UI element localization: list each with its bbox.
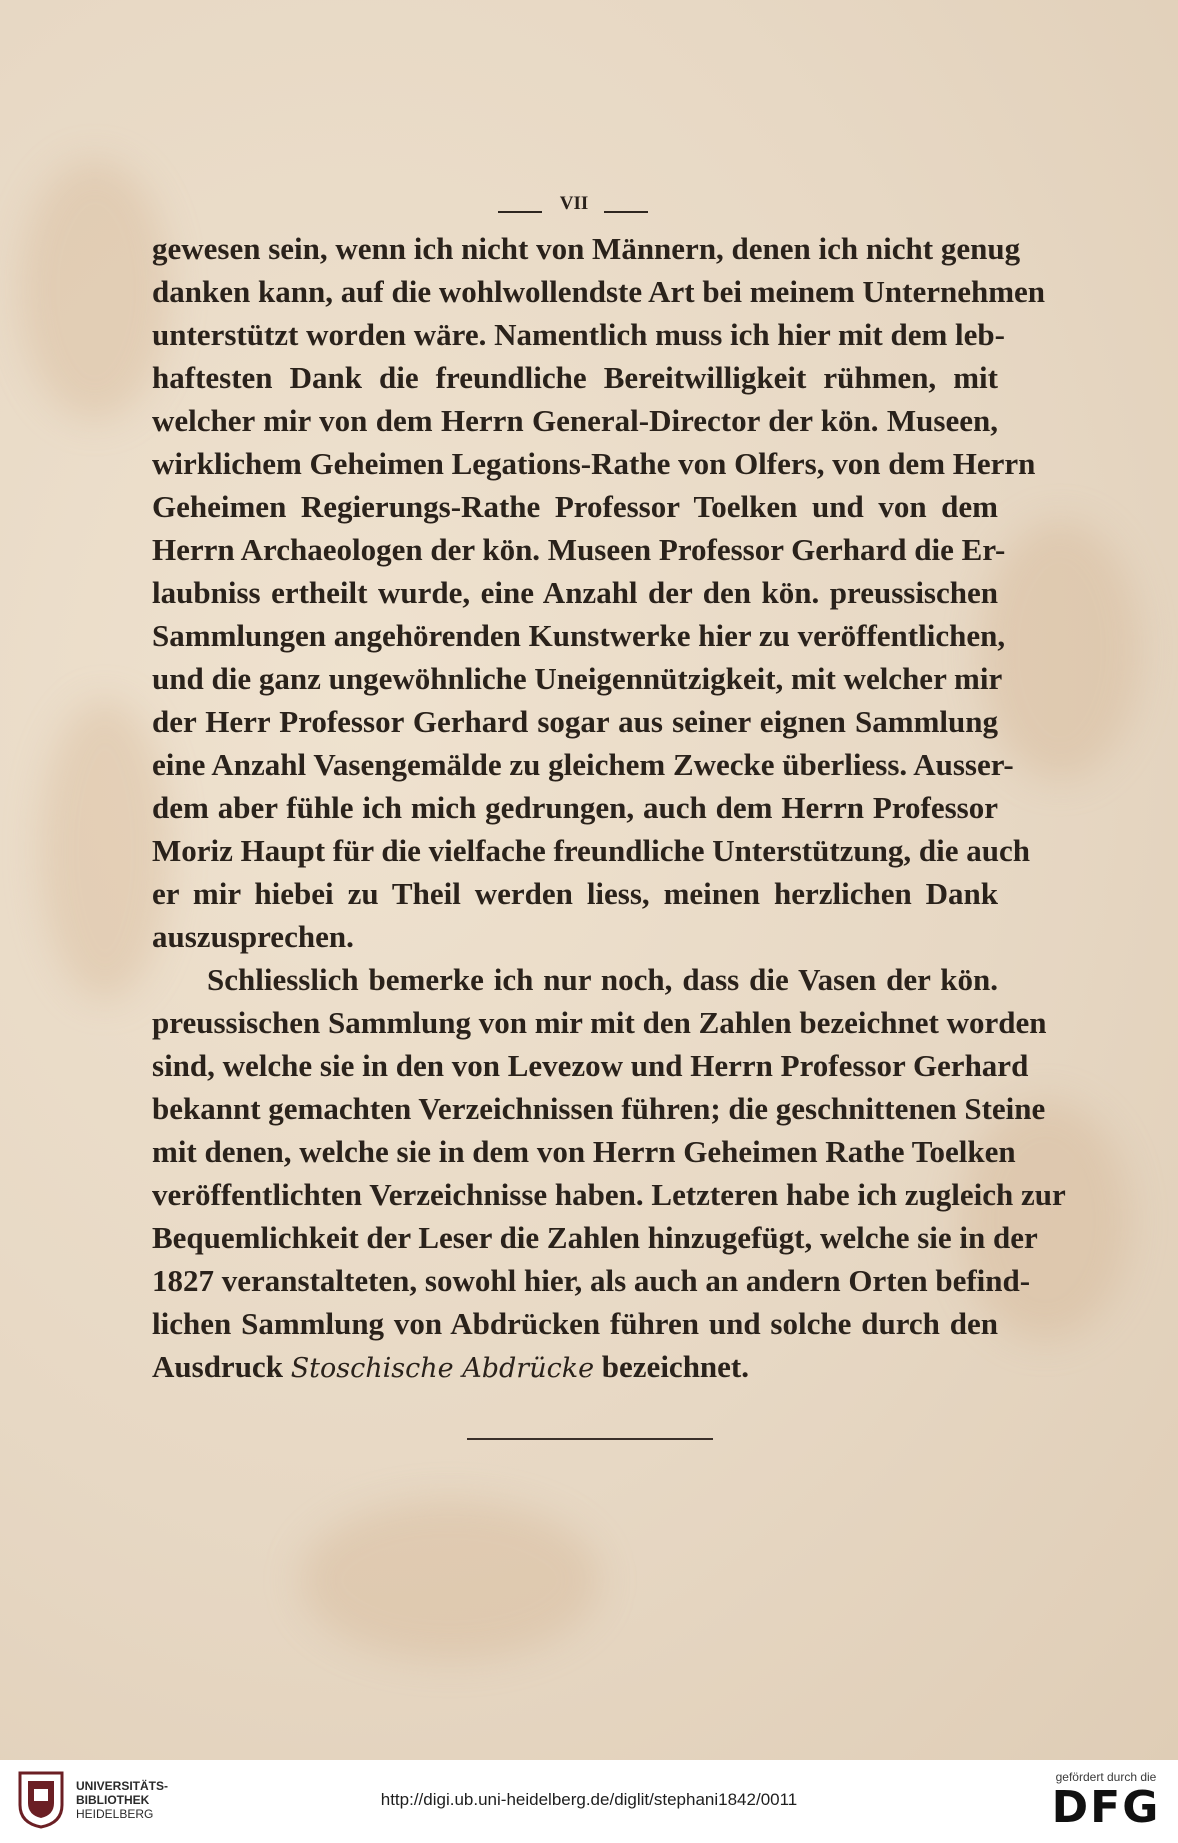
text-line: sind, welche sie in den von Levezow und Herrn Professor Gerhard (152, 1048, 1029, 1083)
text-line: eine Anzahl Vasengemälde zu gleichem Zwecke überliess. Ausser- (152, 747, 1014, 782)
text-line: danken kann, auf die wohlwollendste Art bei meinem Unternehmen (152, 274, 1046, 309)
text-line: Bequemlichkeit der Leser die Zahlen hinzugefügt, welche sie in der (152, 1220, 1038, 1255)
text-line: Schliesslich bemerke ich nur noch, dass die Vasen der kön. (207, 962, 998, 997)
header-rule-right (604, 211, 648, 213)
header-rule-left (498, 211, 542, 213)
library-name-line: HEIDELBERG (76, 1807, 154, 1821)
library-name-line: BIBLIOTHEK (76, 1793, 150, 1807)
paper-stain (20, 160, 170, 420)
library-name-line: UNIVERSITÄTS- (76, 1779, 169, 1793)
text-line: Moriz Haupt für die vielfache freundliche Unterstützung, die auch (152, 833, 1031, 868)
dfg-logo-text: DFG (1051, 1782, 1161, 1833)
body-text (152, 227, 1066, 1388)
text-line: auszusprechen. (152, 919, 354, 954)
text-line: Geheimen Regierungs-Rathe Professor Toelken und von dem (152, 489, 998, 524)
text-line: 1827 veranstalteten, sowohl hier, als auch an andern Orten befind- (152, 1263, 1031, 1298)
text-run: bezeichnet. (594, 1349, 750, 1384)
text-line: veröffentlichten Verzeichnisse haben. Letzteren habe ich zugleich zur (152, 1177, 1066, 1212)
page-number: VII (559, 193, 589, 214)
text-line: und die ganz ungewöhnliche Uneigennützigkeit, mit welcher mir (152, 661, 1003, 696)
text-line: Sammlungen angehörenden Kunstwerke hier zu veröffentlichen, (152, 618, 1006, 653)
text-line: er mir hiebei zu Theil werden liess, meinen herzlichen Dank (152, 876, 998, 911)
text-line: Herrn Archaeologen der kön. Museen Professor Gerhard die Er- (152, 532, 1006, 567)
end-rule (467, 1438, 713, 1440)
text-line: bekannt gemachten Verzeichnissen führen; die geschnittenen Steine (152, 1091, 1046, 1126)
text-line: mit denen, welche sie in dem von Herrn Geheimen Rathe Toelken (152, 1134, 1016, 1169)
text-line: der Herr Professor Gerhard sogar aus seiner eignen Sammlung (152, 704, 998, 739)
text-line: haftesten Dank die freundliche Bereitwilligkeit rühmen, mit (152, 360, 998, 395)
paper-stain (40, 700, 170, 1000)
permalink-url[interactable]: http://digi.ub.uni-heidelberg.de/diglit/stephani1842/0011 (380, 1790, 798, 1809)
text-line: dem aber fühle ich mich gedrungen, auch dem Herrn Professor (152, 790, 998, 825)
text-line-final (152, 1345, 998, 1388)
text-line: lichen Sammlung von Abdrücken führen und solche durch den (152, 1306, 998, 1341)
text-line: laubniss ertheilt wurde, eine Anzahl der den kön. preussischen (152, 575, 998, 610)
italic-term: Stoschische Abdrücke (290, 1353, 595, 1384)
text-line: wirklichem Geheimen Legations-Rathe von Olfers, von dem Herrn (152, 446, 1036, 481)
text-line: preussischen Sammlung von mir mit den Zahlen bezeichnet worden (152, 1005, 1047, 1040)
paper-stain (300, 1500, 600, 1660)
text-line: welcher mir von dem Herrn General-Director der kön. Museen, (152, 403, 998, 438)
text-line: gewesen sein, wenn ich nicht von Männern, denen ich nicht genug (152, 231, 1021, 266)
text-run: Ausdruck (152, 1349, 291, 1384)
funding-caption: gefördert durch die (1055, 1770, 1157, 1784)
dfg-logo (1046, 1770, 1166, 1832)
text-line: unterstützt worden wäre. Namentlich muss ich hier mit dem leb- (152, 317, 1005, 352)
footer-bar (0, 1760, 1178, 1843)
